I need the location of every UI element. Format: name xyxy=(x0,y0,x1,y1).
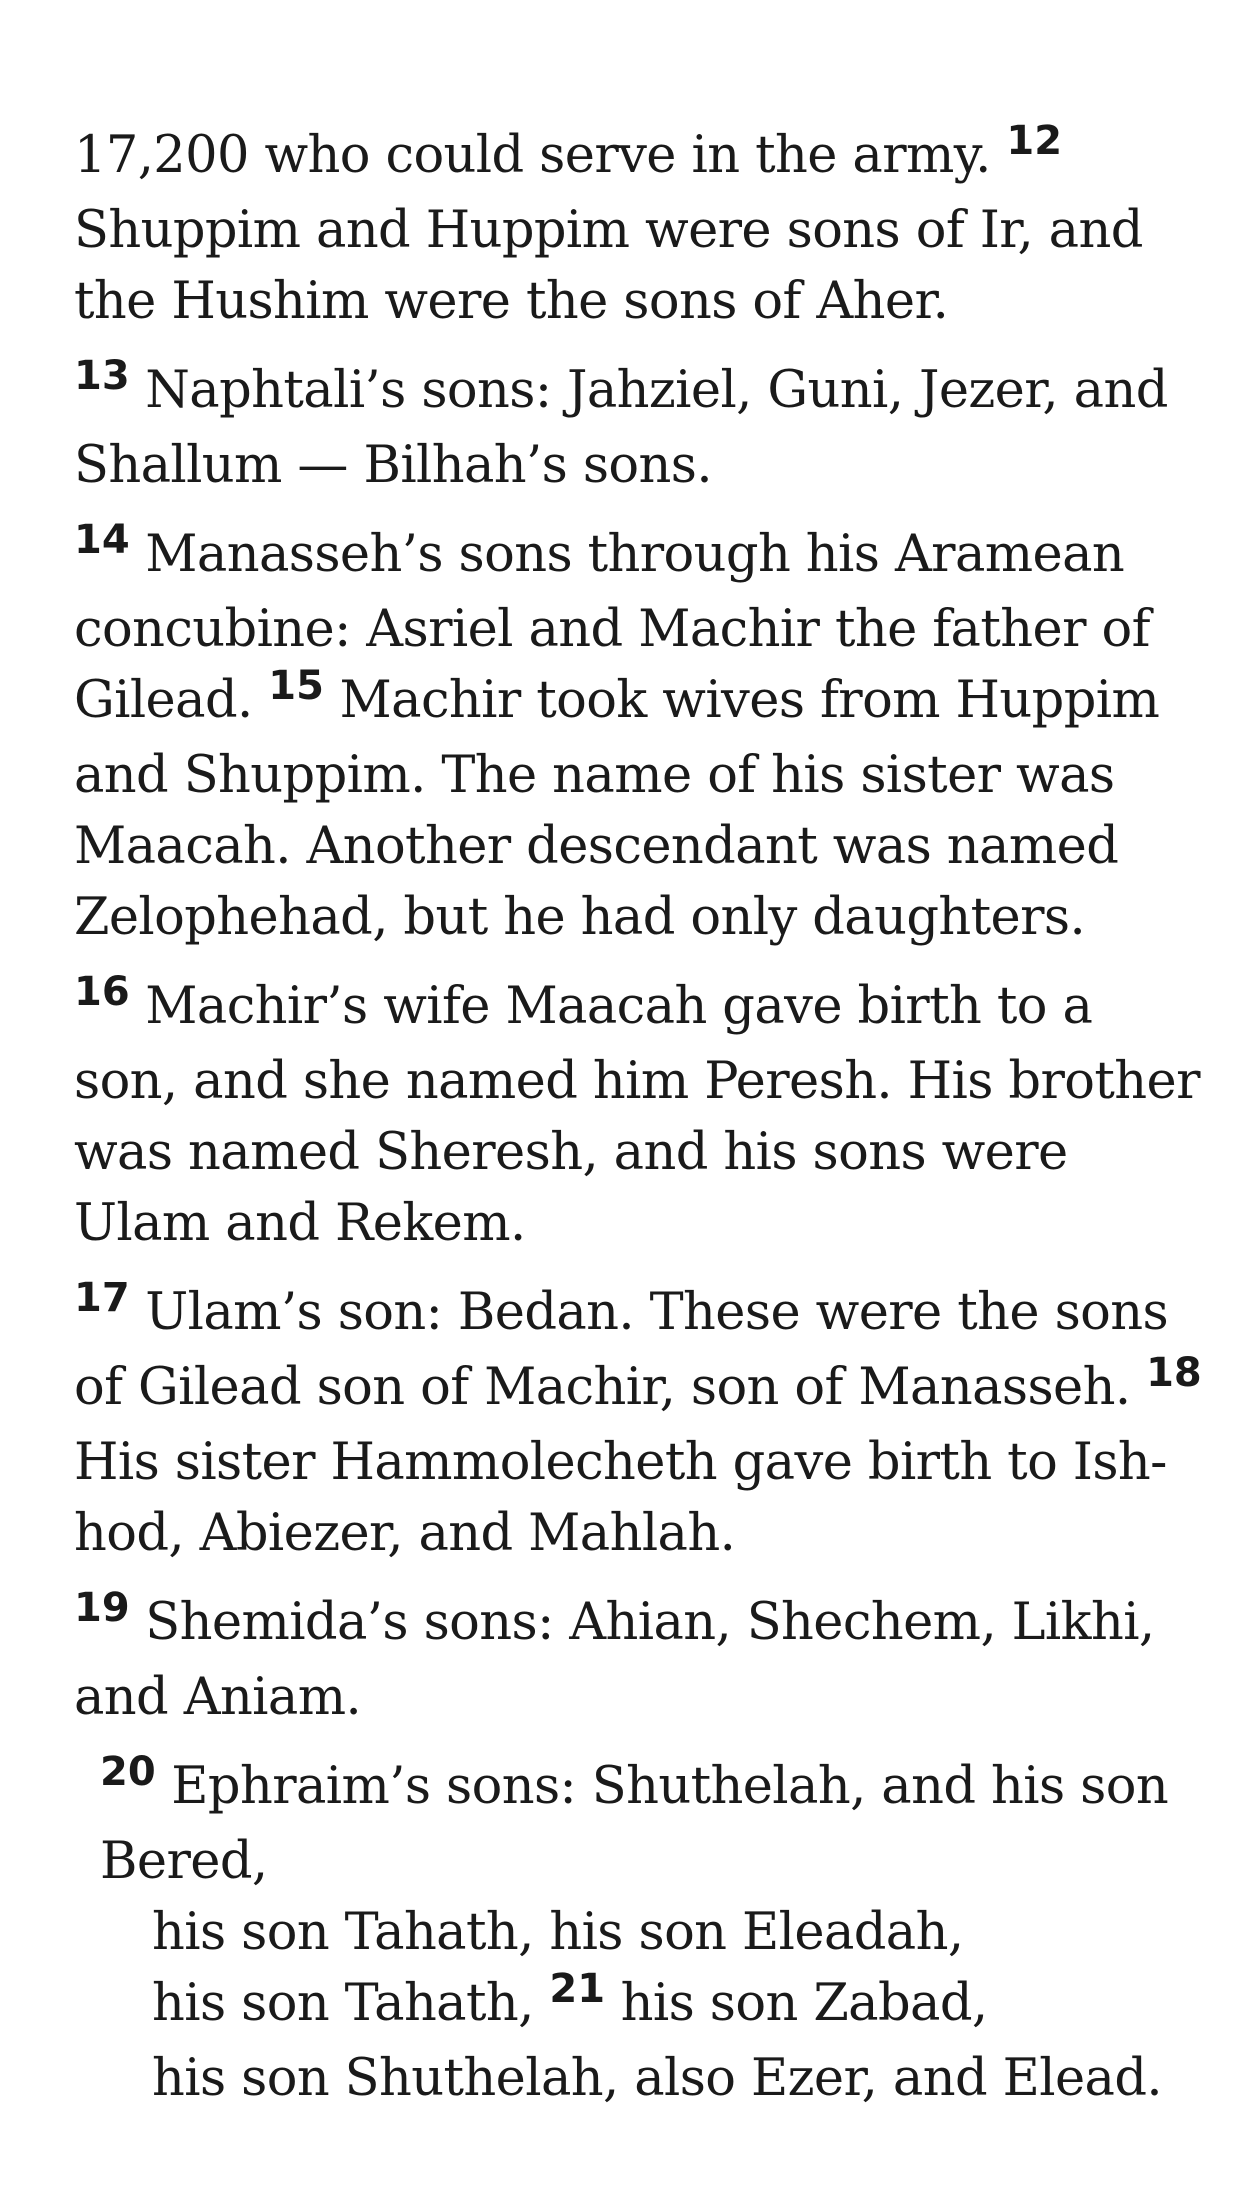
poetry-line xyxy=(74,1751,1204,1897)
verse-number: 18 xyxy=(1146,1350,1202,1396)
verse-number: 21 xyxy=(549,1966,606,2012)
paragraph xyxy=(74,1277,1204,1569)
paragraph xyxy=(74,971,1204,1259)
verse-text: his son Tahath, his son Eleadah, xyxy=(152,1903,964,1962)
verse-number: 12 xyxy=(1006,118,1063,164)
verse-text: Machir’s wife Maacah gave birth to a son, and she named him Peresh. His brother was named Sheresh, and his sons were Ulam and Rekem. xyxy=(74,977,1200,1253)
verse-number: 17 xyxy=(74,1275,130,1321)
verse-text: his son Zabad, xyxy=(605,1974,988,2033)
poetry-line xyxy=(74,2043,1204,2114)
verse-number: 16 xyxy=(74,969,130,1015)
verse-text: 17,200 who could serve in the army. xyxy=(74,126,1007,185)
verse-text: Naphtali’s sons: Jahziel, Guni, Jezer, and Shallum — Bilhah’s sons. xyxy=(74,361,1168,495)
poetry-section xyxy=(74,1751,1204,2114)
verse-text: Shuppim and Huppim were sons of Ir, and the Hushim were the sons of Aher. xyxy=(74,201,1143,331)
poetry-line xyxy=(74,1897,1204,1968)
verse-number: 20 xyxy=(100,1749,156,1795)
verse-number: 19 xyxy=(74,1585,130,1631)
verse-text: Ephraim’s sons: Shuthelah, and his son Bered, xyxy=(100,1757,1169,1891)
verse-text: his son Tahath, xyxy=(152,1974,550,2033)
verse-text: Ulam’s son: Bedan. These were the sons of Gilead son of Machir, son of Manasseh. xyxy=(74,1283,1169,1417)
paragraph xyxy=(74,120,1204,337)
paragraph xyxy=(74,355,1204,501)
poetry-line xyxy=(74,1968,1204,2043)
verse-text: Manasseh’s sons through his Aramean concubine: Asriel and Machir the father of Gilead. xyxy=(74,525,1150,730)
verse-number: 13 xyxy=(74,353,130,399)
reader-page xyxy=(74,120,1204,2114)
prose-section xyxy=(74,120,1204,1733)
verse-text: His sister Hammolecheth gave birth to Ish-hod, Abiezer, and Mahlah. xyxy=(74,1433,1167,1563)
verse-text: Shemida’s sons: Ahian, Shechem, Likhi, and Aniam. xyxy=(74,1593,1155,1727)
paragraph xyxy=(74,519,1204,953)
verse-number: 14 xyxy=(74,517,130,563)
paragraph xyxy=(74,1587,1204,1733)
verse-text: his son Shuthelah, also Ezer, and Elead. xyxy=(152,2049,1162,2108)
verse-number: 15 xyxy=(268,663,324,709)
verse-text: Machir took wives from Huppim and Shuppim. The name of his sister was Maacah. Another descendant was named Zelophehad, but he had only daughters. xyxy=(74,671,1160,947)
